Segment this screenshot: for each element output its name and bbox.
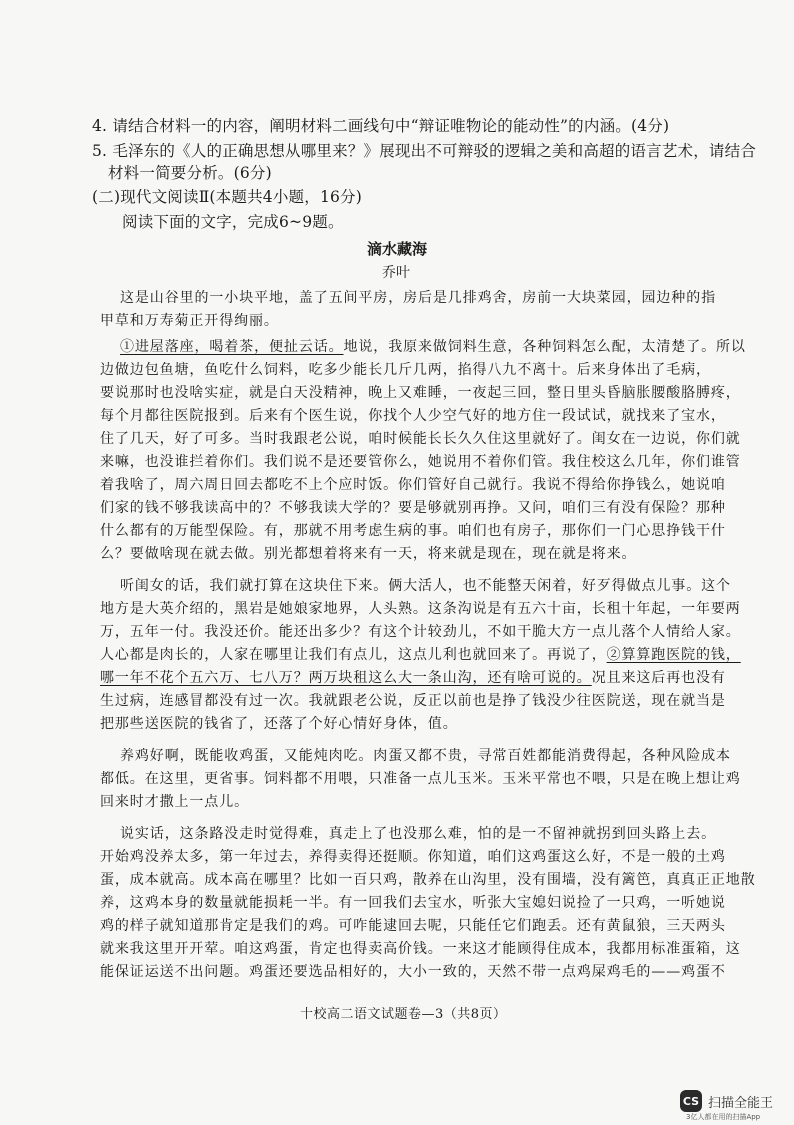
scanner-app-name: 扫描全能王 (708, 1095, 774, 1111)
article-line: 都低。在这里，更省事。饲料都不用喂，只准备一点儿玉米。玉米平常也不喂，只是在晚上想让鸡 (100, 771, 741, 787)
article-line: 人心都是肉长的，人家在哪里让我们有点儿，这点儿利也就回来了。再说了，②算算跑医院的钱， (100, 647, 741, 663)
article-line: 边做边包鱼塘，鱼吃什么饲料，吃多少能长几斤几两，掐得八九不离十。后来身体出了毛病， (100, 362, 711, 378)
article-line: 这是山谷里的一小块平地，盖了五间平房，房后是几排鸡舍，房前一大块菜园，园边种的指 (120, 290, 716, 306)
article-line: 来嘛，也没谁拦着你们。我们说不是还要管你么，她说用不着你们管。我住校这么几年，你们谁管 (100, 454, 741, 470)
question-5-line-2: 材料一简要分析。(6分) (108, 164, 272, 182)
scanner-watermark (680, 1088, 773, 1114)
article-line: ①进屋落座，喝着茶，便扯云话。地说，我原来做饲料生意，各种饲料怎么配，太清楚了。所以 (120, 339, 746, 355)
article-line: 甲草和万寿菊正开得绚丽。 (100, 313, 279, 329)
underlined-sentence-2-continued: 哪一年不花个五六万、七八万？两万块租这么大一条山沟，还有啥可说的。 (100, 670, 592, 686)
article-line: 养，这鸡本身的数量就能损耗一半。有一回我们去宝水，听张大宝媳妇说捡了一只鸡，一听她说 (100, 895, 726, 911)
article-line: 鸡的样子就知道那肯定是我们的鸡。可咋能逮回去呢，只能任它们跑丢。还有黄鼠狼，三天两头 (100, 918, 726, 934)
article-title: 滴水藏海 (367, 240, 428, 258)
article-line: 能保证运送不出问题。鸡蛋还要选品相好的，大小一致的，天然不带一点鸡屎鸡毛的——鸡蛋不 (100, 964, 726, 980)
article-line: 要说那时也没啥实症，就是白天没精神，晚上又难睡，一夜起三回，整日里头昏脑胀腰酸胳膊疼， (100, 385, 741, 401)
article-line: 什么都有的万能型保险。有，那就不用考虑生病的事。咱们也有房子，那你们一门心思挣钱干什 (100, 523, 726, 539)
article-line: 地方是大英介绍的，黑岩是她娘家地界，人头熟。这条沟说是有五六十亩，长租十年起，一年要两 (100, 601, 741, 617)
article-line: 每个月都往医院报到。后来有个医生说，你找个人少空气好的地方住一段试试，就找来了宝水， (100, 408, 726, 424)
scanner-tagline: 3亿人都在用的扫描App (686, 1113, 761, 1121)
underlined-sentence-2: ②算算跑医院的钱， (606, 647, 741, 663)
page-footer: 十校高二语文试题卷—3（共8页） (300, 1007, 507, 1022)
article-line: 蛋，成本就高。成本高在哪里？比如一百只鸡，散养在山沟里，没有围墙，没有篱笆，真真正正地散 (100, 872, 756, 888)
article-line: 们家的钱不够我读高中的？不够我读大学的？要是够就别再挣。又问，咱们三有没有保险？那种 (100, 500, 726, 516)
article-author: 乔叶 (382, 265, 410, 281)
question-5-line-1: 5. 毛泽东的《人的正确思想从哪里来？》展现出不可辩驳的逻辑之美和高超的语言艺术，请结合 (92, 142, 757, 160)
camscanner-logo-icon: CS (680, 1090, 702, 1112)
article-line: 哪一年不花个五六万、七八万？两万块租这么大一条山沟，还有啥可说的。况且来这后再也没有 (100, 670, 726, 686)
question-4: 4. 请结合材料一的内容，阐明材料二画线句中“辩证唯物论的能动性”的内涵。(4分) (92, 117, 670, 135)
article-line: 养鸡好啊，既能收鸡蛋，又能炖肉吃。肉蛋又都不贵，寻常百姓都能消费得起，各种风险成本 (120, 748, 731, 764)
underlined-sentence-1: ①进屋落座，喝着茶，便扯云话。 (120, 339, 344, 355)
section-heading: (二)现代文阅读Ⅱ(本题共4小题，16分) (92, 188, 363, 206)
article-line: 把那些送医院的钱省了，还落了个好心情好身体，值。 (100, 716, 458, 732)
article-line: 回来时才撒上一点儿。 (100, 794, 249, 810)
article-line: 就来我这里开开荤。咱这鸡蛋，肯定也得卖高价钱。一来这才能顾得住成本，我都用标准蛋箱，这 (100, 941, 741, 957)
article-line: 住了几天，好了可多。当时我跟老公说，咱时候能长长久久住这里就好了。闺女在一边说，你们就 (100, 431, 741, 447)
article-line: 说实话，这条路没走时觉得难，真走上了也没那么难，怕的是一不留神就拐到回头路上去。 (120, 826, 716, 842)
article-line: 万，五年一付。我没还价。能还出多少？有这个计较劲儿，不如干脆大方一点儿落个人情给人家。 (100, 624, 741, 640)
section-instruction: 阅读下面的文字，完成6~9题。 (122, 213, 344, 231)
article-line: 开始鸡没养太多，第一年过去，养得卖得还挺顺。你知道，咱们这鸡蛋这么好，不是一般的土鸡 (100, 849, 726, 865)
article-line: 听闺女的话，我们就打算在这块住下来。俩大活人，也不能整天闲着，好歹得做点儿事。这个 (120, 578, 731, 594)
article-line: 么？要做啥现在就去做。别光都想着将来有一天，将来就是现在，现在就是将来。 (100, 546, 637, 562)
article-line: 着我啥了，周六周日回去都吃不上个应时饭。你们管好自己就行。我说不得给你挣钱么，她说咱 (100, 477, 726, 493)
article-line: 生过病，连感冒都没有过一次。我就跟老公说，反正以前也是挣了钱没少往医院送，现在就当是 (100, 693, 726, 709)
